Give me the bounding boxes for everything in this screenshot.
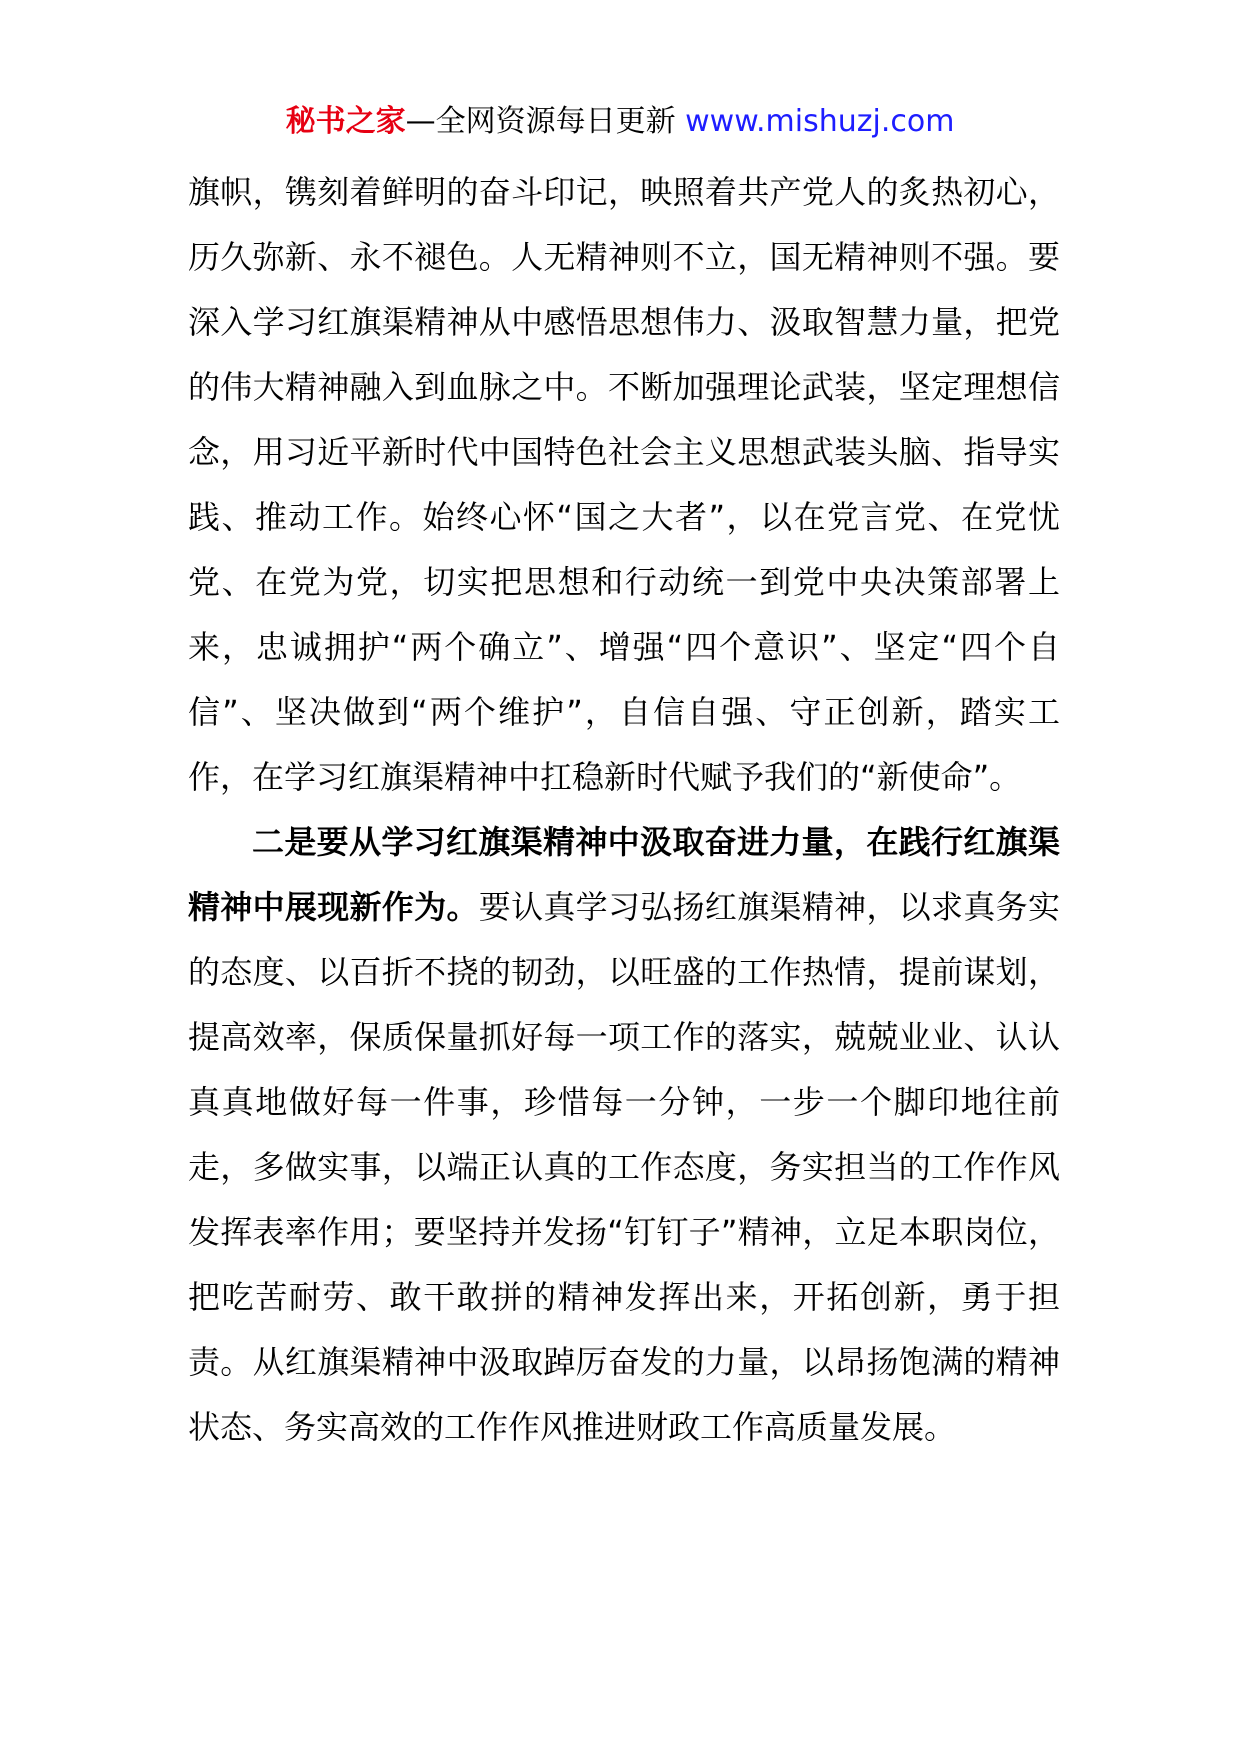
site-brand: 秘书之家 bbox=[285, 104, 406, 139]
site-header bbox=[0, 100, 1240, 144]
paragraph-lead-heading: 二是要从学习红旗渠精神中汲取奋进力量，在践行红旗渠精神中展现新作为。 bbox=[188, 823, 1060, 926]
paragraph-text: 要认真学习弘扬红旗渠精神，以求真务实的态度、以百折不挠的韧劲，以旺盛的工作热情，提前谋划，提高效率，保质保量抓好每一项工作的落实，兢兢业业、认认真真地做好每一件事，珍惜每一分钟，一步一个脚印地往前走，多做实事，以端正认真的工作态度，务实担当的工作作风发挥表率作用；要坚持并发扬“钉钉子”精神，立足本职岗位，把吃苦耐劳、敢干敢拼的精神发挥出来，开拓创新，勇于担责。从红旗渠精神中汲取踔厉奋发的力量，以昂扬饱满的精神状态、务实高效的工作作风推进财政工作高质量发展。 bbox=[188, 888, 1060, 1446]
paragraph-continued bbox=[188, 160, 1060, 810]
site-url-link[interactable]: www.mishuzj.com bbox=[685, 104, 955, 139]
paragraph-text: 旗帜，镌刻着鲜明的奋斗印记，映照着共产党人的炙热初心，历久弥新、永不褪色。人无精神则不立，国无精神则不强。要深入学习红旗渠精神从中感悟思想伟力、汲取智慧力量，把党的伟大精神融入到血脉之中。不断加强理论武装，坚定理想信念，用习近平新时代中国特色社会主义思想武装头脑、指导实践、推动工作。始终心怀“国之大者”，以在党言党、在党忧党、在党为党，切实把思想和行动统一到党中央决策部署上来，忠诚拥护“两个确立”、增强“四个意识”、坚定“四个自信”、坚决做到“两个维护”，自信自强、守正创新，踏实工作，在学习红旗渠精神中扛稳新时代赋予我们的“新使命”。 bbox=[188, 173, 1060, 796]
document-body bbox=[188, 160, 1060, 1460]
paragraph-point-two bbox=[188, 810, 1060, 1460]
site-tagline: —全网资源每日更新 bbox=[405, 104, 686, 139]
